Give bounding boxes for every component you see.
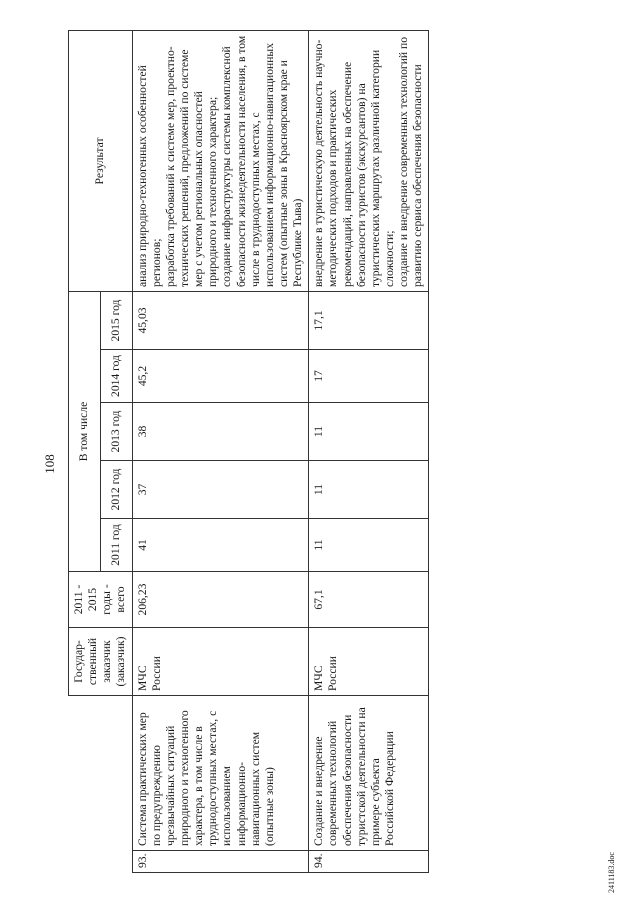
row-number: 93.: [132, 851, 309, 873]
program-measures-table: [68, 30, 429, 873]
year-2014-cell: 17: [309, 350, 429, 403]
header-total: 2011 - 2015 годы - всего: [69, 572, 133, 628]
customer-cell: МЧС России: [309, 628, 429, 696]
header-including-group: В том числе: [69, 291, 101, 571]
row-number: 94.: [309, 851, 429, 873]
header-year-2013: 2013 год: [100, 403, 132, 461]
table-rotation-container: [68, 31, 590, 873]
page-number-text: 108: [42, 454, 57, 474]
table-row-94: [309, 30, 429, 872]
measure-name: Система практических мер по предупреждению чрезвычайных ситуаций природного и техногенного характера, в том числе в труднодоступных местах, с использованием информационно-навигационных систем (опытные зоны): [132, 696, 309, 851]
header-row-1: [69, 30, 101, 872]
year-2011-cell: 41: [132, 519, 309, 572]
result-line: внедрение в туристическую деятельность научно-методических подходов и практических рекомендаций, направленных на обеспечение безопасности туристов (экскурсантов) на туристических маршрутах различной категории сложности;: [312, 39, 396, 287]
header-customer: Государ-ственный заказчик (заказчик): [69, 628, 133, 696]
rotated-table-area: [68, 31, 590, 873]
footer-file-code-text: 2411183.doc: [606, 851, 616, 893]
customer-cell: МЧС России: [132, 628, 309, 696]
year-2011-cell: 11: [309, 519, 429, 572]
year-2013-cell: 38: [132, 403, 309, 461]
header-result: Результат: [69, 30, 133, 291]
result-line: анализ природно-техногенных особенностей регионов;: [135, 65, 163, 287]
header-blank-name: [69, 696, 133, 851]
year-2015-cell: 45,03: [132, 291, 309, 349]
header-year-2012: 2012 год: [100, 461, 132, 519]
year-2012-cell: 11: [309, 461, 429, 519]
header-year-2011: 2011 год: [100, 519, 132, 572]
year-2015-cell: 17,1: [309, 291, 429, 349]
footer-file-code: [596, 851, 626, 893]
measure-name: Создание и внедрение современных технологий обеспечения безопасности туристской деятельности на примере субъекта Российской Федерации: [309, 696, 429, 851]
page-number: [38, 452, 62, 476]
total-cell: 206,23: [132, 572, 309, 628]
header-year-2014: 2014 год: [100, 350, 132, 403]
result-line: создание инфраструктуры системы комплексной безопасности жизнедеятельности населения, в том числе в труднодоступных местах, с использованием информационно-навигационных систем (опытные зоны в Красноярском крае и Республике Тыва): [220, 35, 305, 287]
header-year-2015: 2015 год: [100, 291, 132, 349]
result-cell: [309, 30, 429, 291]
year-2013-cell: 11: [309, 403, 429, 461]
year-2012-cell: 37: [132, 461, 309, 519]
result-line: разработка требований к системе мер, проектно-технических решений, предложений по системе мер с учетом региональных опасностей природного и техногенного характера;: [163, 46, 220, 287]
result-line: создание и внедрение современных технологий по развитию сервиса обеспечения безопасности: [397, 37, 425, 287]
total-cell: 67,1: [309, 572, 429, 628]
result-cell: [132, 30, 309, 291]
table-row-93: [132, 30, 309, 872]
header-blank-no: [69, 851, 133, 873]
year-2014-cell: 45,2: [132, 350, 309, 403]
